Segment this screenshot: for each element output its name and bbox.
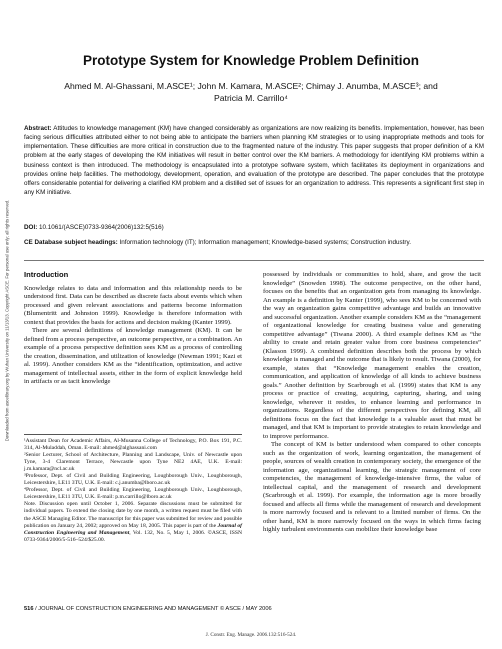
footnote: ³Professor, Dept. of Civil and Building Engineering, Loughborough Univ., Loughborough, Leicestershire, LE11 3TU, U.K. E-mail: c.j.anumba@lboro.ac.uk xyxy=(24,473,242,487)
subject-headings-label: CE Database subject headings: xyxy=(24,239,118,246)
footnote: ²Senior Lecturer, School of Architecture, Planning and Landscape, Univ. of Newcastle upon Tyne, 3-4 Claremont Terrace, Newcastle upon Tyne NE2 4AE, U.K. E-mail: j.m.kamara@ncl.ac.uk xyxy=(24,452,242,473)
left-column xyxy=(24,271,242,387)
author-list xyxy=(40,80,462,104)
section-divider xyxy=(24,260,484,261)
authors-line-2: Patricia M. Carrillo⁴ xyxy=(214,93,288,103)
body-paragraph: Knowledge relates to data and information and this relationship needs to be understood first. Data can be described as discrete facts about events which when processed and given relevant associations and patterns become information (Blumentritt and Johnston 1999). Knowledge is therefore information with context that provides the basis for actions and decision making (Kanter 1999). xyxy=(24,284,242,326)
body-paragraph: possessed by individuals or communities to hold, share, and grow the tacit knowledge” (Snowden 1998). The outcome perspective, on the other hand, focuses on the benefits that an organization gets from managing its knowledge. An example is a definition by Kanter (1999), who sees KM to be concerned with the way an organization gains competitive advantage and builds an innovative and successful organization. Another example considers KM as the “management of organizational knowledge for creating business value and generating competitive advantage” (Tiwana 2000). A third example defines KM as “the ability to create and retain greater value from core business competencies” (Klasson 1999). A combined definition describes both the process by which knowledge is managed and the outcome that is likely to result. Tiwana (2000), for example, states that “Knowledge management enables the creation, communication, and application of knowledge of all kinds to achieve business goals.” Another definition by Scarbrough et al. (1999) states that KM is any process or practice of creating, acquiring, capturing, sharing, and using knowledge, wherever it resides, to enhance learning and performance in organizations. Regardless of the different perspectives for defining KM, all definitions focus on the fact that knowledge is a valuable asset that must be managed, and that KM is important to provide strategies to retain knowledge and to improve performance. xyxy=(263,271,481,440)
authors-line-1: Ahmed M. Al-Ghassani, M.ASCE¹; John M. Kamara, M.ASCE²; Chimay J. Anumba, M.ASCE³; and xyxy=(64,81,438,91)
download-notice-text: Downloaded from ascelibrary.org by Wuhan University on 11/13/13. Copyright ASCE. For personal use only; all rights reserved. xyxy=(4,199,10,442)
note-text-1: Note. Discussion open until October 1, 2006. Separate discussions must be submitted for individual papers. To extend the closing date by one month, a written request must be filed with the ASCE Managing Editor. The manuscript for this paper was submitted for review and possible publication on January 24, 2002; approved on May 18, 2005. This paper is part of the xyxy=(24,501,242,529)
footnotes xyxy=(24,434,242,544)
abstract-text: Attitudes to knowledge management (KM) have changed considerably as organizations are now realizing its benefits. Implementation, however, has been facing serious difficulties attributed either to not being able to anticipate the barriers when planning KM strategies or to using inappropriate methods and tools for implementation. These difficulties are more critical in construction due to the fragmented nature of the industry. This paper suggests that proper definition of a KM problem at the early stages of developing the KM initiatives will result in better control over the KM barriers. A methodology for identifying KM problems within a business context is then introduced. The methodology is encapsulated into a prototype software system, which facilitates its deployment in organizations and provides online help facilities. The methodology, development, operation, and evaluation of the prototype are described. The paper concludes that the prototype offers considerable potential for delivering a clarified KM problem and a distilled set of issues for an organization to address. This represents a significant first step in any KM initiative. xyxy=(24,125,484,197)
download-notice xyxy=(1,0,11,649)
abstract-label: Abstract: xyxy=(24,125,52,132)
body-paragraph: The concept of KM is better understood when compared to other concepts such as the organization of work, learning organization, the management of people, sources of wealth creation in contemporary society, the emergence of the information age, organizational learning, the strategic management of core competencies, the management of knowledge-intensive firms, the value of intellectual capital, and the management of research and development (Scarbrough et al. 1999). For example, the information age is more broadly focused and affects all firms while the management of research and development is more narrowly focused and is relevant to a limited number of firms. On the other hand, KM is more narrowly focused on the ways in which firms facing highly turbulent environments can mobilize their knowledge base xyxy=(263,441,481,534)
page-number: 516 xyxy=(24,606,34,612)
introduction-heading: Introduction xyxy=(24,270,69,279)
journal-footer-text: / JOURNAL OF CONSTRUCTION ENGINEERING AND MANAGEMENT © ASCE / MAY 2006 xyxy=(33,606,272,612)
footnote: ⁴Professor, Dept. of Civil and Building Engineering, Loughborough Univ., Loughborough, Leicestershire, LE11 3TU, U.K. E-mail: p.m.carrillo@lboro.ac.uk xyxy=(24,487,242,501)
page-footer xyxy=(24,606,484,612)
footnote: ¹Assistant Dean for Academic Affairs, Al-Musanna College of Technology, P.O. Box 191, P.C. 314, Al-Muladdah, Oman. E-mail: ahmed@alghassani.com xyxy=(24,438,242,452)
body-paragraph: There are several definitions of knowledge management (KM). It can be defined from a process perspective, an outcome perspective, or a combination. An example of a process perspective definition sees KM as a process of controlling the creation, dissemination, and utilization of knowledge (Newman 1991; Kazi et al. 1999). Another considers KM as the “identification, optimization, and active management of intellectual assets, either in the form of explicit knowledge held in artifacts or as tacit knowledge xyxy=(24,327,242,386)
note-text-2: , Vol. 132, No. 5, May 1, 2006. ©ASCE, ISSN 0733-9364/2006/5-516–524/$25.00. xyxy=(24,529,242,543)
abstract xyxy=(24,124,484,197)
paper-title: Prototype System for Knowledge Problem Definition xyxy=(82,53,420,68)
doi-label: DOI: xyxy=(24,224,38,231)
subject-headings-text: Information technology (IT); Information management; Knowledge-based systems; Construction industry. xyxy=(119,239,411,246)
doi-link[interactable]: 10.1061/(ASCE)0733-9364(2006)132:5(516) xyxy=(39,224,164,231)
subject-headings xyxy=(24,238,484,247)
right-column xyxy=(263,271,481,535)
discussion-note xyxy=(24,501,242,543)
journal-name: Journal of Construction Engineering and Management xyxy=(24,522,242,536)
citation-line: J. Constr. Eng. Manage. 2006.132:516-524. xyxy=(205,632,297,638)
doi-line xyxy=(24,224,484,231)
